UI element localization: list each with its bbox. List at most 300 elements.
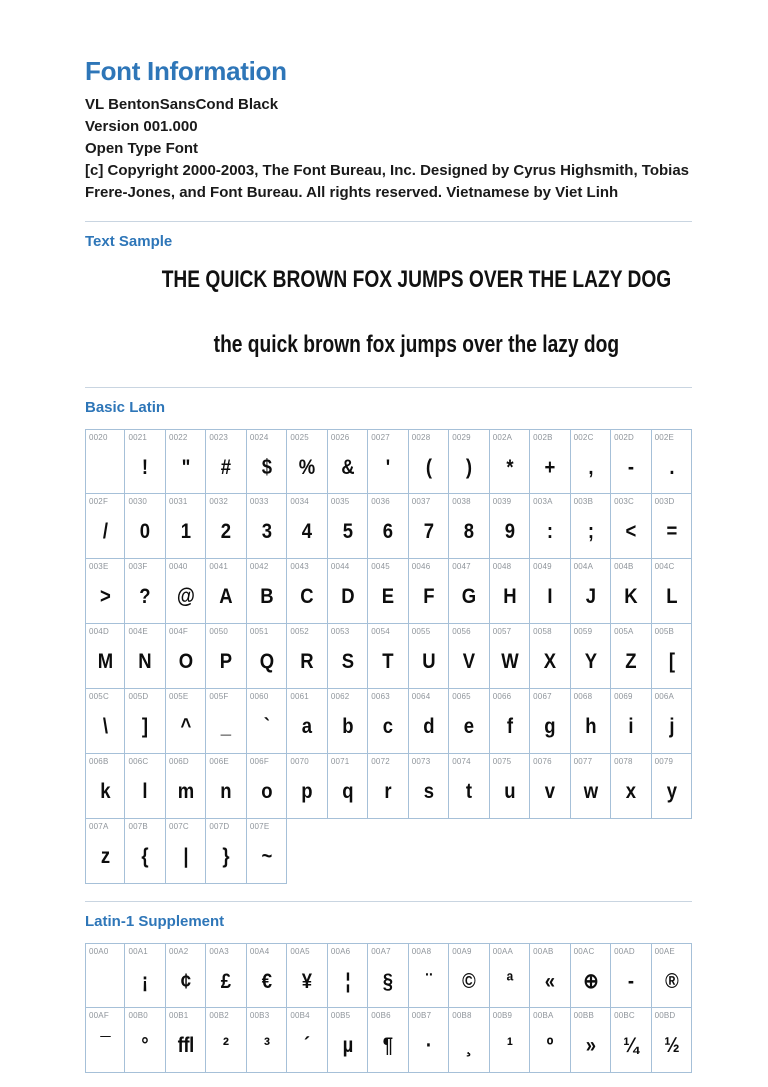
codepoint-label: 0033 <box>249 497 269 506</box>
glyph-row <box>85 429 692 494</box>
glyph-cell-002C <box>571 429 611 494</box>
glyph-cell-0044 <box>328 559 368 624</box>
glyph: s <box>423 780 434 803</box>
basic-latin-glyph-table <box>85 429 692 884</box>
glyph-cell-0050 <box>206 624 246 689</box>
glyph-cell-0068 <box>571 689 611 754</box>
glyph-row <box>85 494 692 559</box>
glyph-cell-00A7 <box>368 943 408 1008</box>
codepoint-label: 006E <box>209 757 229 766</box>
codepoint-label: 003B <box>573 497 594 506</box>
codepoint-label: 005D <box>128 692 149 701</box>
glyph-cell-00B7 <box>409 1008 449 1073</box>
glyph: ] <box>142 715 149 738</box>
glyph: % <box>299 455 316 479</box>
codepoint-label: 004B <box>614 562 634 571</box>
glyph-cell-0056 <box>449 624 489 689</box>
glyph: b <box>342 715 353 738</box>
glyph-cell-00A0 <box>85 943 125 1008</box>
codepoint-label: 007B <box>128 822 148 831</box>
glyph: 8 <box>464 520 474 543</box>
codepoint-label: 005C <box>89 692 109 701</box>
glyph: 2 <box>221 520 232 543</box>
glyph: @ <box>176 585 195 608</box>
glyph: ® <box>664 969 678 993</box>
glyph-cell-00B5 <box>328 1008 368 1073</box>
codepoint-label: 003C <box>614 497 635 506</box>
glyph-cell-0035 <box>328 494 368 559</box>
codepoint-label: 0029 <box>452 433 471 442</box>
codepoint-label: 0024 <box>249 433 269 442</box>
glyph-cell-007C <box>166 819 206 884</box>
glyph-row <box>85 943 692 1008</box>
glyph: ! <box>142 455 149 479</box>
glyph: ⊕ <box>582 970 598 993</box>
glyph: 4 <box>302 520 313 543</box>
codepoint-label: 006A <box>654 692 675 701</box>
glyph-cell-00BC <box>611 1008 651 1073</box>
glyph: - <box>627 455 634 479</box>
codepoint-label: 0037 <box>411 497 431 506</box>
glyph-row <box>85 1008 692 1073</box>
glyph-cell-00B2 <box>206 1008 246 1073</box>
glyph-row <box>85 689 692 754</box>
glyph-cell-0072 <box>368 754 408 819</box>
codepoint-label: 0074 <box>452 757 471 766</box>
glyph-cell-00AF <box>85 1008 125 1073</box>
glyph: K <box>624 585 638 608</box>
codepoint-label: 0032 <box>209 497 229 506</box>
codepoint-label: 0059 <box>573 627 593 636</box>
glyph-cell-00AA <box>490 943 530 1008</box>
glyph-cell-00BB <box>571 1008 611 1073</box>
codepoint-label: 0070 <box>290 757 309 766</box>
glyph-cell-00A3 <box>206 943 246 1008</box>
codepoint-label: 004A <box>573 562 594 571</box>
font-copyright: [c] Copyright 2000-2003, The Font Bureau, Inc. Designed by Cyrus Highsmith, Tobias Frere-Jones, and Font Bureau. All rights reserved. Vietnamese by Viet Linh <box>85 162 689 201</box>
glyph-cell-00A1 <box>125 943 165 1008</box>
glyph: £ <box>221 969 232 993</box>
codepoint-label: 002C <box>573 433 594 442</box>
glyph: ½ <box>663 1034 679 1057</box>
codepoint-label: 005A <box>614 627 634 636</box>
codepoint-label: 003F <box>128 562 148 571</box>
glyph-cell-00AD <box>611 943 651 1008</box>
codepoint-label: 002A <box>492 433 513 442</box>
glyph: & <box>341 455 354 479</box>
codepoint-label: 00B0 <box>128 1011 148 1020</box>
codepoint-label: 0025 <box>290 433 309 442</box>
glyph-cell-0037 <box>409 494 449 559</box>
glyph-cell-003D <box>652 494 692 559</box>
glyph-cell-0062 <box>328 689 368 754</box>
glyph-cell-005C <box>85 689 125 754</box>
glyph-cell-0022 <box>166 429 206 494</box>
codepoint-label: 00A5 <box>290 947 310 956</box>
glyph-cell-0079 <box>652 754 692 819</box>
glyph: M <box>97 650 113 673</box>
glyph-cell-0051 <box>247 624 287 689</box>
codepoint-label: 00A7 <box>371 947 391 956</box>
codepoint-label: 0027 <box>371 433 390 442</box>
glyph-row <box>85 754 692 819</box>
glyph-cell-0046 <box>409 559 449 624</box>
codepoint-label: 00BB <box>573 1011 594 1020</box>
glyph: · <box>425 1034 432 1057</box>
codepoint-label: 004F <box>168 627 188 636</box>
codepoint-label: 00B9 <box>492 1011 513 1020</box>
glyph-cell-00BD <box>652 1008 692 1073</box>
glyph-cell-0040 <box>166 559 206 624</box>
glyph: k <box>100 780 111 803</box>
glyph-cell-006E <box>206 754 246 819</box>
glyph-cell-004B <box>611 559 651 624</box>
glyph-cell-00A5 <box>287 943 327 1008</box>
font-metadata <box>85 94 692 204</box>
codepoint-label: 0042 <box>249 562 269 571</box>
glyph-cell-006B <box>85 754 125 819</box>
glyph-cell-0048 <box>490 559 530 624</box>
glyph: h <box>584 715 596 738</box>
codepoint-label: 0067 <box>533 692 552 701</box>
glyph: o <box>261 780 273 803</box>
glyph: _ <box>221 715 232 738</box>
codepoint-label: 0052 <box>290 627 309 636</box>
glyph: S <box>341 650 354 673</box>
glyph: u <box>503 780 515 803</box>
glyph-cell-00A6 <box>328 943 368 1008</box>
glyph: } <box>222 845 230 868</box>
glyph-cell-0076 <box>530 754 570 819</box>
codepoint-label: 005F <box>209 692 229 701</box>
glyph-cell-005E <box>166 689 206 754</box>
codepoint-label: 0056 <box>452 627 471 636</box>
glyph: ³ <box>263 1034 270 1057</box>
glyph-cell-0067 <box>530 689 570 754</box>
glyph-cell-006A <box>652 689 692 754</box>
glyph-cell-0063 <box>368 689 408 754</box>
glyph-cell-005B <box>652 624 692 689</box>
glyph: : <box>547 520 553 543</box>
glyph: ^ <box>180 715 191 738</box>
glyph: | <box>183 845 189 868</box>
glyph-cell-0045 <box>368 559 408 624</box>
glyph: A <box>219 585 233 608</box>
glyph: I <box>547 585 553 608</box>
glyph-cell-004C <box>652 559 692 624</box>
glyph-cell-0034 <box>287 494 327 559</box>
glyph-cell-007E <box>247 819 287 884</box>
codepoint-label: 005B <box>654 627 675 636</box>
glyph: ´ <box>304 1034 310 1057</box>
glyph <box>88 956 122 1007</box>
sample-lowercase-text: the quick brown fox jumps over the lazy dog <box>213 331 620 358</box>
glyph-cell-002D <box>611 429 651 494</box>
glyph: © <box>462 969 476 993</box>
glyph: F <box>423 585 434 608</box>
glyph-cell-0078 <box>611 754 651 819</box>
codepoint-label: 0068 <box>573 692 593 701</box>
codepoint-label: 0020 <box>89 433 108 442</box>
codepoint-label: 0064 <box>411 692 431 701</box>
glyph: ' <box>386 455 390 479</box>
glyph-cell-002A <box>490 429 530 494</box>
glyph-cell-0043 <box>287 559 327 624</box>
glyph-row <box>85 624 692 689</box>
codepoint-label: 004C <box>654 562 675 571</box>
font-version: Version 001.000 <box>85 118 198 135</box>
glyph-cell-007D <box>206 819 246 884</box>
codepoint-label: 0050 <box>209 627 229 636</box>
glyph: j <box>668 715 674 738</box>
codepoint-label: 0072 <box>371 757 390 766</box>
glyph: l <box>142 780 148 803</box>
codepoint-label: 0026 <box>330 433 350 442</box>
glyph: P <box>220 650 233 673</box>
codepoint-label: 00A9 <box>452 947 472 956</box>
codepoint-label: 00A0 <box>89 947 109 956</box>
glyph-cell-0039 <box>490 494 530 559</box>
glyph-cell-006F <box>247 754 287 819</box>
codepoint-label: 002D <box>614 433 635 442</box>
glyph-cell-00A2 <box>166 943 206 1008</box>
glyph: y <box>666 780 677 803</box>
codepoint-label: 00A4 <box>249 947 270 956</box>
glyph-cell-0026 <box>328 429 368 494</box>
glyph-cell-00B8 <box>449 1008 489 1073</box>
glyph-cell-0021 <box>125 429 165 494</box>
codepoint-label: 0073 <box>411 757 431 766</box>
glyph-cell-004F <box>166 624 206 689</box>
codepoint-label: 005E <box>168 692 189 701</box>
glyph: ¦ <box>345 969 350 993</box>
codepoint-label: 0069 <box>614 692 633 701</box>
glyph: 0 <box>140 520 151 543</box>
glyph-cell-0074 <box>449 754 489 819</box>
codepoint-label: 0049 <box>533 562 552 571</box>
codepoint-label: 00B7 <box>411 1011 432 1020</box>
glyph: t <box>466 780 472 803</box>
glyph: B <box>260 585 274 608</box>
page-title: Font Information <box>85 56 287 86</box>
codepoint-label: 00B5 <box>330 1011 351 1020</box>
codepoint-label: 0077 <box>573 757 593 766</box>
codepoint-label: 00B1 <box>168 1011 189 1020</box>
codepoint-label: 0051 <box>249 627 269 636</box>
glyph-cell-004A <box>571 559 611 624</box>
glyph-cell-0073 <box>409 754 449 819</box>
glyph: r <box>384 780 392 803</box>
glyph: § <box>383 969 393 993</box>
glyph-cell-0059 <box>571 624 611 689</box>
codepoint-label: 0063 <box>371 692 390 701</box>
codepoint-label: 00A8 <box>411 947 432 956</box>
glyph-cell-0031 <box>166 494 206 559</box>
glyph: - <box>627 969 634 993</box>
codepoint-label: 0062 <box>330 692 350 701</box>
glyph: { <box>141 845 149 868</box>
codepoint-label: 0047 <box>452 562 471 571</box>
codepoint-label: 007E <box>249 822 270 831</box>
codepoint-label: 00BC <box>614 1011 635 1020</box>
glyph-cell-00B6 <box>368 1008 408 1073</box>
glyph: 1 <box>180 520 191 543</box>
codepoint-label: 003A <box>533 497 553 506</box>
glyph: W <box>500 650 518 673</box>
glyph-cell-0032 <box>206 494 246 559</box>
glyph-cell-00B4 <box>287 1008 327 1073</box>
glyph: µ <box>342 1034 353 1057</box>
glyph: ° <box>141 1034 149 1057</box>
codepoint-label: 007C <box>168 822 189 831</box>
glyph-cell-007A <box>85 819 125 884</box>
glyph: ( <box>425 455 432 479</box>
codepoint-label: 006F <box>249 757 269 766</box>
codepoint-label: 002B <box>533 433 553 442</box>
glyph-cell-00A4 <box>247 943 287 1008</box>
glyph-cell-0055 <box>409 624 449 689</box>
codepoint-label: 00AF <box>89 1011 109 1020</box>
glyph: g <box>544 715 556 738</box>
glyph: z <box>100 845 110 868</box>
glyph: R <box>300 650 314 673</box>
glyph-cell-0077 <box>571 754 611 819</box>
codepoint-label: 0023 <box>209 433 229 442</box>
latin1-supplement-glyph-table <box>85 943 692 1073</box>
glyph: * <box>506 455 513 479</box>
glyph: X <box>543 650 556 673</box>
glyph-cell-0024 <box>247 429 287 494</box>
glyph: ª <box>506 969 513 993</box>
glyph-cell-006C <box>125 754 165 819</box>
glyph: » <box>585 1034 596 1057</box>
glyph: C <box>300 585 314 608</box>
codepoint-label: 0031 <box>168 497 188 506</box>
glyph: H <box>502 585 516 608</box>
glyph: p <box>301 780 313 803</box>
glyph-cell-0028 <box>409 429 449 494</box>
codepoint-label: 006D <box>168 757 189 766</box>
codepoint-label: 0045 <box>371 562 390 571</box>
glyph-cell-007B <box>125 819 165 884</box>
glyph-cell-0060 <box>247 689 287 754</box>
glyph-cell-0049 <box>530 559 570 624</box>
glyph: i <box>628 715 634 738</box>
codepoint-label: 0021 <box>128 433 148 442</box>
glyph-cell-003F <box>125 559 165 624</box>
glyph: L <box>665 585 677 608</box>
glyph-cell-006D <box>166 754 206 819</box>
glyph-cell-00AB <box>530 943 570 1008</box>
glyph-cell-0075 <box>490 754 530 819</box>
glyph: > <box>100 585 111 608</box>
glyph: E <box>382 585 394 608</box>
glyph: 9 <box>504 520 515 543</box>
glyph: / <box>102 520 108 543</box>
glyph <box>88 442 122 493</box>
glyph-cell-00B9 <box>490 1008 530 1073</box>
glyph: ¶ <box>383 1034 393 1057</box>
glyph: J <box>585 585 596 608</box>
glyph: Z <box>625 650 637 673</box>
glyph: 7 <box>423 520 434 543</box>
glyph-cell-0036 <box>368 494 408 559</box>
glyph: + <box>544 455 556 479</box>
glyph-cell-005A <box>611 624 651 689</box>
codepoint-label: 004E <box>128 627 148 636</box>
glyph: ¹ <box>506 1034 513 1057</box>
glyph: v <box>544 780 555 803</box>
glyph: = <box>666 520 677 543</box>
glyph-cell-0025 <box>287 429 327 494</box>
codepoint-label: 0054 <box>371 627 390 636</box>
codepoint-label: 0058 <box>533 627 552 636</box>
glyph-cell-004D <box>85 624 125 689</box>
glyph: € <box>261 969 272 993</box>
glyph-cell-002B <box>530 429 570 494</box>
glyph-cell-0052 <box>287 624 327 689</box>
glyph-cell-0064 <box>409 689 449 754</box>
codepoint-label: 0040 <box>168 562 188 571</box>
codepoint-label: 00A2 <box>168 947 189 956</box>
codepoint-label: 0071 <box>330 757 350 766</box>
codepoint-label: 00B4 <box>290 1011 310 1020</box>
codepoint-label: 0075 <box>492 757 512 766</box>
glyph: 3 <box>261 520 272 543</box>
glyph: ¥ <box>302 969 313 993</box>
section-divider <box>85 387 692 388</box>
glyph-row <box>85 819 692 884</box>
glyph-cell-0069 <box>611 689 651 754</box>
glyph: ¡ <box>142 969 149 993</box>
glyph-cell-00A8 <box>409 943 449 1008</box>
glyph-cell-005D <box>125 689 165 754</box>
glyph-cell-003B <box>571 494 611 559</box>
glyph-cell-0061 <box>287 689 327 754</box>
codepoint-label: 0044 <box>330 562 350 571</box>
glyph-cell-0054 <box>368 624 408 689</box>
glyph-cell-00AC <box>571 943 611 1008</box>
glyph: ? <box>139 585 151 608</box>
glyph-cell-0053 <box>328 624 368 689</box>
glyph-cell-002F <box>85 494 125 559</box>
codepoint-label: 00AB <box>533 947 554 956</box>
codepoint-label: 0034 <box>290 497 309 506</box>
codepoint-label: 0079 <box>654 757 674 766</box>
glyph-cell-00A9 <box>449 943 489 1008</box>
codepoint-label: 00B2 <box>209 1011 229 1020</box>
glyph-cell-0030 <box>125 494 165 559</box>
codepoint-label: 0057 <box>492 627 512 636</box>
glyph: ¨ <box>425 969 432 993</box>
codepoint-label: 00B3 <box>249 1011 270 1020</box>
glyph-cell-0065 <box>449 689 489 754</box>
glyph: ` <box>263 715 270 738</box>
glyph-cell-00BA <box>530 1008 570 1073</box>
glyph: Q <box>259 650 274 673</box>
codepoint-label: 00AD <box>614 947 635 956</box>
codepoint-label: 002F <box>89 497 109 506</box>
codepoint-label: 007D <box>209 822 230 831</box>
glyph-cell-0033 <box>247 494 287 559</box>
sample-uppercase-text: THE QUICK BROWN FOX JUMPS OVER THE LAZY DOG <box>161 266 672 293</box>
glyph: . <box>668 455 674 479</box>
glyph: ffl <box>177 1034 194 1057</box>
codepoint-label: 0046 <box>411 562 431 571</box>
glyph-cell-0020 <box>85 429 125 494</box>
codepoint-label: 003D <box>654 497 675 506</box>
glyph: D <box>341 585 354 608</box>
